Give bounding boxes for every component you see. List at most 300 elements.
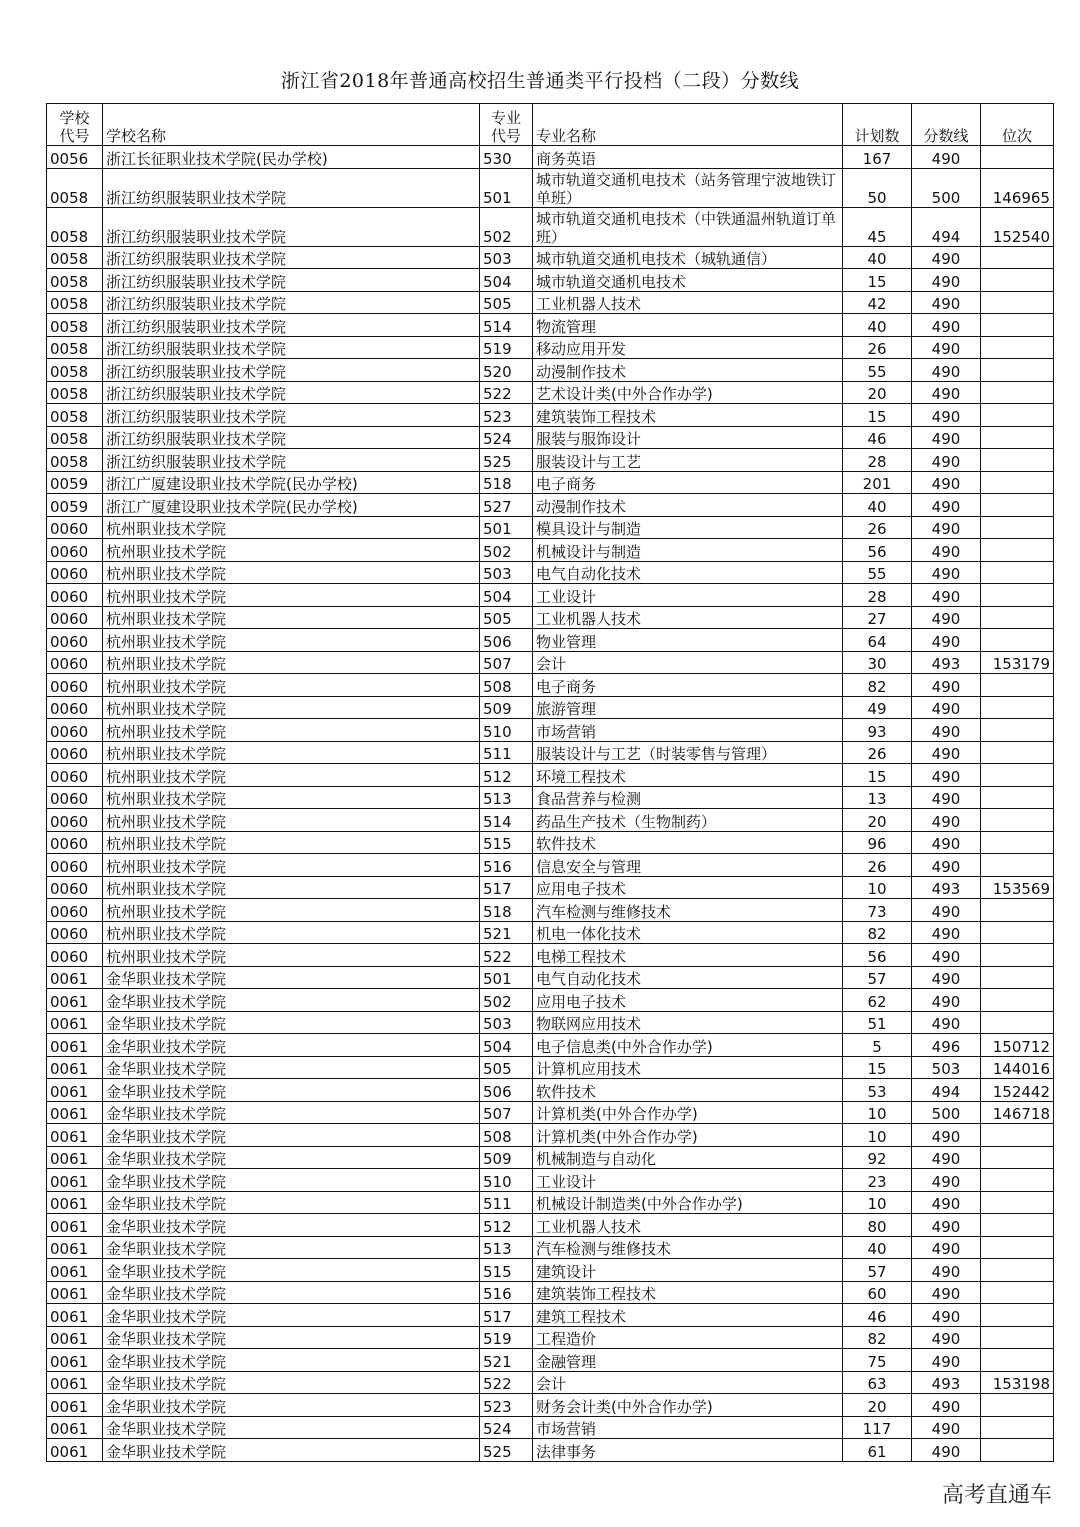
rank-cell	[981, 336, 1054, 359]
rank-cell	[981, 146, 1054, 169]
school-code-cell: 0058	[47, 207, 103, 246]
major-name-cell: 服装设计与工艺（时装零售与管理）	[533, 741, 843, 764]
school-name-cell: 杭州职业技术学院	[103, 674, 480, 697]
school-name-cell: 杭州职业技术学院	[103, 921, 480, 944]
school-code-cell: 0058	[47, 168, 103, 207]
watermark: 高考直通车	[941, 1483, 1052, 1508]
table-row	[47, 1371, 1054, 1394]
table-row	[47, 1124, 1054, 1147]
rank-cell	[981, 944, 1054, 967]
table-row	[47, 696, 1054, 719]
major-code-cell: 524	[480, 426, 533, 449]
school-name-cell: 金华职业技术学院	[103, 1034, 480, 1057]
school-name-cell: 浙江纺织服装职业技术学院	[103, 336, 480, 359]
major-name-cell: 市场营销	[533, 719, 843, 742]
table-row	[47, 1101, 1054, 1124]
major-name-cell: 建筑装饰工程技术	[533, 404, 843, 427]
school-name-cell: 金华职业技术学院	[103, 1236, 480, 1259]
table-row	[47, 381, 1054, 404]
plan-cell: 73	[843, 899, 912, 922]
major-name-cell: 软件技术	[533, 1079, 843, 1102]
plan-cell: 60	[843, 1281, 912, 1304]
school-code-cell: 0058	[47, 359, 103, 382]
school-name-cell: 金华职业技术学院	[103, 966, 480, 989]
rank-cell	[981, 989, 1054, 1012]
school-code-cell: 0061	[47, 1259, 103, 1282]
plan-cell: 26	[843, 336, 912, 359]
table-row	[47, 336, 1054, 359]
school-name-cell: 金华职业技术学院	[103, 989, 480, 1012]
table-row	[47, 1169, 1054, 1192]
rank-cell	[981, 1236, 1054, 1259]
rank-cell	[981, 1416, 1054, 1439]
school-code-cell: 0061	[47, 1281, 103, 1304]
major-code-cell: 512	[480, 1214, 533, 1237]
school-name-cell: 金华职业技术学院	[103, 1416, 480, 1439]
school-name-cell: 金华职业技术学院	[103, 1214, 480, 1237]
table-row	[47, 1394, 1054, 1417]
plan-cell: 62	[843, 989, 912, 1012]
plan-cell: 82	[843, 1326, 912, 1349]
score-cell: 500	[912, 1101, 981, 1124]
school-name-cell: 杭州职业技术学院	[103, 561, 480, 584]
plan-cell: 10	[843, 876, 912, 899]
school-name-cell: 杭州职业技术学院	[103, 786, 480, 809]
header-school-code-line1: 学校	[59, 109, 90, 127]
rank-cell	[981, 1394, 1054, 1417]
major-name-cell: 建筑装饰工程技术	[533, 1281, 843, 1304]
plan-cell: 45	[843, 207, 912, 246]
header-rank: 位次	[981, 104, 1054, 146]
table-row	[47, 764, 1054, 787]
school-name-cell: 浙江纺织服装职业技术学院	[103, 246, 480, 269]
score-cell: 490	[912, 1416, 981, 1439]
plan-cell: 40	[843, 1236, 912, 1259]
score-cell: 493	[912, 1371, 981, 1394]
plan-cell: 40	[843, 246, 912, 269]
major-name-cell: 旅游管理	[533, 696, 843, 719]
score-cell: 490	[912, 719, 981, 742]
score-cell: 490	[912, 381, 981, 404]
major-name-cell: 电梯工程技术	[533, 944, 843, 967]
score-cell: 490	[912, 809, 981, 832]
major-code-cell: 509	[480, 1146, 533, 1169]
table-row	[47, 561, 1054, 584]
score-cell: 490	[912, 146, 981, 169]
table-row	[47, 168, 1054, 207]
school-code-cell: 0060	[47, 674, 103, 697]
school-name-cell: 杭州职业技术学院	[103, 539, 480, 562]
school-code-cell: 0061	[47, 1349, 103, 1372]
table-row	[47, 449, 1054, 472]
major-code-cell: 514	[480, 809, 533, 832]
school-code-cell: 0060	[47, 561, 103, 584]
score-cell: 500	[912, 168, 981, 207]
table-row	[47, 606, 1054, 629]
header-score: 分数线	[912, 104, 981, 146]
score-cell: 490	[912, 449, 981, 472]
table-row	[47, 404, 1054, 427]
major-code-cell: 502	[480, 539, 533, 562]
score-cell: 490	[912, 269, 981, 292]
rank-cell	[981, 291, 1054, 314]
rank-cell	[981, 314, 1054, 337]
plan-cell: 10	[843, 1124, 912, 1147]
school-code-cell: 0058	[47, 449, 103, 472]
header-plan: 计划数	[843, 104, 912, 146]
school-name-cell: 杭州职业技术学院	[103, 809, 480, 832]
major-name-cell: 会计	[533, 1371, 843, 1394]
rank-cell	[981, 1191, 1054, 1214]
school-name-cell: 杭州职业技术学院	[103, 516, 480, 539]
major-name-cell: 工程造价	[533, 1326, 843, 1349]
score-cell: 490	[912, 426, 981, 449]
major-name-cell: 会计	[533, 651, 843, 674]
major-code-cell: 517	[480, 1304, 533, 1327]
major-code-cell: 510	[480, 1169, 533, 1192]
table-row	[47, 1349, 1054, 1372]
school-name-cell: 金华职业技术学院	[103, 1304, 480, 1327]
rank-cell	[981, 831, 1054, 854]
major-code-cell: 508	[480, 1124, 533, 1147]
major-code-cell: 504	[480, 584, 533, 607]
plan-cell: 53	[843, 1079, 912, 1102]
major-name-cell: 金融管理	[533, 1349, 843, 1372]
major-name-cell: 环境工程技术	[533, 764, 843, 787]
rank-cell	[981, 719, 1054, 742]
major-name-cell: 药品生产技术（生物制药）	[533, 809, 843, 832]
major-code-cell: 501	[480, 966, 533, 989]
table-row	[47, 291, 1054, 314]
major-name-cell: 电子信息类(中外合作办学)	[533, 1034, 843, 1057]
table-row	[47, 1304, 1054, 1327]
plan-cell: 10	[843, 1101, 912, 1124]
header-school-name-text: 学校名称	[106, 127, 167, 145]
major-code-cell: 507	[480, 1101, 533, 1124]
rank-cell	[981, 921, 1054, 944]
rank-cell	[981, 471, 1054, 494]
rank-cell	[981, 606, 1054, 629]
major-code-cell: 522	[480, 1371, 533, 1394]
school-code-cell: 0061	[47, 1011, 103, 1034]
school-code-cell: 0061	[47, 1236, 103, 1259]
plan-cell: 20	[843, 809, 912, 832]
school-name-cell: 浙江纺织服装职业技术学院	[103, 168, 480, 207]
school-name-cell: 浙江纺织服装职业技术学院	[103, 291, 480, 314]
major-name-cell: 汽车检测与维修技术	[533, 899, 843, 922]
table-row	[47, 1236, 1054, 1259]
school-name-cell: 杭州职业技术学院	[103, 831, 480, 854]
table-row	[47, 1191, 1054, 1214]
table-row	[47, 921, 1054, 944]
major-code-cell: 511	[480, 1191, 533, 1214]
school-code-cell: 0060	[47, 876, 103, 899]
school-name-cell: 金华职业技术学院	[103, 1011, 480, 1034]
major-code-cell: 508	[480, 674, 533, 697]
school-code-cell: 0060	[47, 786, 103, 809]
school-code-cell: 0059	[47, 471, 103, 494]
table-row	[47, 989, 1054, 1012]
score-cell: 490	[912, 1169, 981, 1192]
score-cell: 490	[912, 921, 981, 944]
school-name-cell: 金华职业技术学院	[103, 1079, 480, 1102]
major-name-cell: 城市轨道交通机电技术	[533, 269, 843, 292]
school-name-cell: 杭州职业技术学院	[103, 944, 480, 967]
major-name-cell: 城市轨道交通机电技术（中铁通温州轨道订单班）	[533, 207, 843, 246]
major-code-cell: 522	[480, 381, 533, 404]
rank-cell	[981, 674, 1054, 697]
major-name-cell: 法律事务	[533, 1439, 843, 1462]
score-cell: 490	[912, 516, 981, 539]
school-code-cell: 0061	[47, 1101, 103, 1124]
header-major-name	[533, 104, 843, 146]
header-major-code	[480, 104, 533, 146]
plan-cell: 10	[843, 1191, 912, 1214]
table-row	[47, 584, 1054, 607]
table-row	[47, 719, 1054, 742]
major-code-cell: 512	[480, 764, 533, 787]
table-row	[47, 1034, 1054, 1057]
school-name-cell: 浙江纺织服装职业技术学院	[103, 269, 480, 292]
rank-cell	[981, 966, 1054, 989]
major-code-cell: 503	[480, 246, 533, 269]
school-code-cell: 0061	[47, 1214, 103, 1237]
plan-cell: 26	[843, 741, 912, 764]
school-name-cell: 浙江纺织服装职业技术学院	[103, 314, 480, 337]
rank-cell	[981, 786, 1054, 809]
plan-cell: 96	[843, 831, 912, 854]
table-row	[47, 944, 1054, 967]
school-code-cell: 0061	[47, 1056, 103, 1079]
major-name-cell: 工业设计	[533, 584, 843, 607]
rank-cell: 150712	[981, 1034, 1054, 1057]
major-name-cell: 应用电子技术	[533, 989, 843, 1012]
school-code-cell: 0060	[47, 921, 103, 944]
table-row	[47, 1214, 1054, 1237]
rank-cell	[981, 741, 1054, 764]
score-cell: 493	[912, 651, 981, 674]
rank-cell: 153179	[981, 651, 1054, 674]
score-cell: 490	[912, 314, 981, 337]
table-row	[47, 1439, 1054, 1462]
school-code-cell: 0060	[47, 944, 103, 967]
major-code-cell: 516	[480, 854, 533, 877]
major-name-cell: 城市轨道交通机电技术（城轨通信）	[533, 246, 843, 269]
major-name-cell: 机电一体化技术	[533, 921, 843, 944]
plan-cell: 92	[843, 1146, 912, 1169]
major-name-cell: 汽车检测与维修技术	[533, 1236, 843, 1259]
major-name-cell: 服装与服饰设计	[533, 426, 843, 449]
plan-cell: 117	[843, 1416, 912, 1439]
school-code-cell: 0060	[47, 539, 103, 562]
school-code-cell: 0060	[47, 696, 103, 719]
major-name-cell: 财务会计类(中外合作办学)	[533, 1394, 843, 1417]
school-name-cell: 浙江纺织服装职业技术学院	[103, 426, 480, 449]
school-code-cell: 0061	[47, 989, 103, 1012]
table-row	[47, 809, 1054, 832]
score-cell: 490	[912, 1214, 981, 1237]
major-name-cell: 城市轨道交通机电技术（站务管理宁波地铁订单班）	[533, 168, 843, 207]
table-row	[47, 1281, 1054, 1304]
school-code-cell: 0058	[47, 426, 103, 449]
table-row	[47, 246, 1054, 269]
major-code-cell: 505	[480, 1056, 533, 1079]
school-name-cell: 金华职业技术学院	[103, 1371, 480, 1394]
major-code-cell: 513	[480, 786, 533, 809]
major-name-cell: 动漫制作技术	[533, 359, 843, 382]
table-row	[47, 516, 1054, 539]
major-name-cell: 服装设计与工艺	[533, 449, 843, 472]
rank-cell: 152442	[981, 1079, 1054, 1102]
plan-cell: 26	[843, 516, 912, 539]
school-code-cell: 0060	[47, 719, 103, 742]
major-name-cell: 物业管理	[533, 629, 843, 652]
plan-cell: 51	[843, 1011, 912, 1034]
plan-cell: 26	[843, 854, 912, 877]
table-row	[47, 1326, 1054, 1349]
score-cell: 490	[912, 1191, 981, 1214]
school-code-cell: 0061	[47, 1169, 103, 1192]
plan-cell: 49	[843, 696, 912, 719]
school-name-cell: 杭州职业技术学院	[103, 741, 480, 764]
table-row	[47, 359, 1054, 382]
school-name-cell: 浙江纺织服装职业技术学院	[103, 449, 480, 472]
score-cell: 490	[912, 606, 981, 629]
major-code-cell: 527	[480, 494, 533, 517]
plan-cell: 61	[843, 1439, 912, 1462]
header-school-name	[103, 104, 480, 146]
header-major-code-line2: 代号	[490, 127, 521, 145]
plan-cell: 30	[843, 651, 912, 674]
school-name-cell: 杭州职业技术学院	[103, 651, 480, 674]
major-name-cell: 电子商务	[533, 471, 843, 494]
major-name-cell: 计算机类(中外合作办学)	[533, 1124, 843, 1147]
score-cell: 490	[912, 336, 981, 359]
rank-cell	[981, 764, 1054, 787]
major-code-cell: 518	[480, 471, 533, 494]
major-code-cell: 502	[480, 989, 533, 1012]
score-cell: 490	[912, 831, 981, 854]
plan-cell: 46	[843, 426, 912, 449]
table-row	[47, 1259, 1054, 1282]
school-code-cell: 0059	[47, 494, 103, 517]
major-code-cell: 524	[480, 1416, 533, 1439]
major-name-cell: 艺术设计类(中外合作办学)	[533, 381, 843, 404]
page-title: 浙江省2018年普通高校招生普通类平行投档（二段）分数线	[280, 70, 800, 92]
table-header-row	[47, 104, 1054, 146]
major-code-cell: 505	[480, 291, 533, 314]
major-name-cell: 机械设计制造类(中外合作办学)	[533, 1191, 843, 1214]
school-name-cell: 金华职业技术学院	[103, 1349, 480, 1372]
table-row	[47, 1056, 1054, 1079]
major-name-cell: 工业机器人技术	[533, 291, 843, 314]
major-code-cell: 506	[480, 629, 533, 652]
major-name-cell: 物流管理	[533, 314, 843, 337]
major-code-cell: 515	[480, 1259, 533, 1282]
rank-cell: 153198	[981, 1371, 1054, 1394]
school-code-cell: 0060	[47, 899, 103, 922]
school-code-cell: 0060	[47, 606, 103, 629]
school-code-cell: 0061	[47, 1304, 103, 1327]
school-code-cell: 0061	[47, 1439, 103, 1462]
score-cell: 490	[912, 1326, 981, 1349]
school-code-cell: 0060	[47, 651, 103, 674]
major-name-cell: 建筑设计	[533, 1259, 843, 1282]
school-name-cell: 金华职业技术学院	[103, 1169, 480, 1192]
score-cell: 490	[912, 1011, 981, 1034]
school-code-cell: 0060	[47, 741, 103, 764]
major-name-cell: 电子商务	[533, 674, 843, 697]
score-cell: 490	[912, 404, 981, 427]
plan-cell: 28	[843, 584, 912, 607]
major-name-cell: 动漫制作技术	[533, 494, 843, 517]
score-cell: 490	[912, 1281, 981, 1304]
rank-cell	[981, 539, 1054, 562]
school-name-cell: 杭州职业技术学院	[103, 584, 480, 607]
header-school-code-line2: 代号	[59, 127, 90, 145]
school-code-cell: 0058	[47, 314, 103, 337]
score-cell: 503	[912, 1056, 981, 1079]
major-code-cell: 523	[480, 404, 533, 427]
major-code-cell: 521	[480, 921, 533, 944]
school-code-cell: 0061	[47, 1079, 103, 1102]
school-code-cell: 0061	[47, 1326, 103, 1349]
major-code-cell: 504	[480, 1034, 533, 1057]
major-name-cell: 工业机器人技术	[533, 1214, 843, 1237]
school-name-cell: 金华职业技术学院	[103, 1394, 480, 1417]
major-name-cell: 移动应用开发	[533, 336, 843, 359]
plan-cell: 13	[843, 786, 912, 809]
table-row	[47, 1079, 1054, 1102]
school-name-cell: 浙江广厦建设职业技术学院(民办学校)	[103, 494, 480, 517]
plan-cell: 20	[843, 381, 912, 404]
school-name-cell: 杭州职业技术学院	[103, 854, 480, 877]
major-code-cell: 511	[480, 741, 533, 764]
header-school-code	[47, 104, 103, 146]
plan-cell: 28	[843, 449, 912, 472]
plan-cell: 75	[843, 1349, 912, 1372]
score-cell: 490	[912, 1349, 981, 1372]
major-code-cell: 513	[480, 1236, 533, 1259]
major-name-cell: 模具设计与制造	[533, 516, 843, 539]
school-code-cell: 0061	[47, 1034, 103, 1057]
major-code-cell: 503	[480, 561, 533, 584]
plan-cell: 57	[843, 1259, 912, 1282]
table-row	[47, 146, 1054, 169]
plan-cell: 64	[843, 629, 912, 652]
score-cell: 490	[912, 291, 981, 314]
school-name-cell: 杭州职业技术学院	[103, 629, 480, 652]
score-cell: 490	[912, 539, 981, 562]
school-name-cell: 金华职业技术学院	[103, 1191, 480, 1214]
school-name-cell: 金华职业技术学院	[103, 1056, 480, 1079]
rank-cell	[981, 359, 1054, 382]
major-code-cell: 506	[480, 1079, 533, 1102]
score-cell: 496	[912, 1034, 981, 1057]
school-code-cell: 0056	[47, 146, 103, 169]
major-code-cell: 510	[480, 719, 533, 742]
score-cell: 493	[912, 876, 981, 899]
major-name-cell: 电气自动化技术	[533, 561, 843, 584]
plan-cell: 20	[843, 1394, 912, 1417]
major-name-cell: 商务英语	[533, 146, 843, 169]
score-cell: 490	[912, 584, 981, 607]
school-name-cell: 金华职业技术学院	[103, 1439, 480, 1462]
major-code-cell: 507	[480, 651, 533, 674]
table-row	[47, 269, 1054, 292]
plan-cell: 15	[843, 269, 912, 292]
score-cell: 490	[912, 494, 981, 517]
